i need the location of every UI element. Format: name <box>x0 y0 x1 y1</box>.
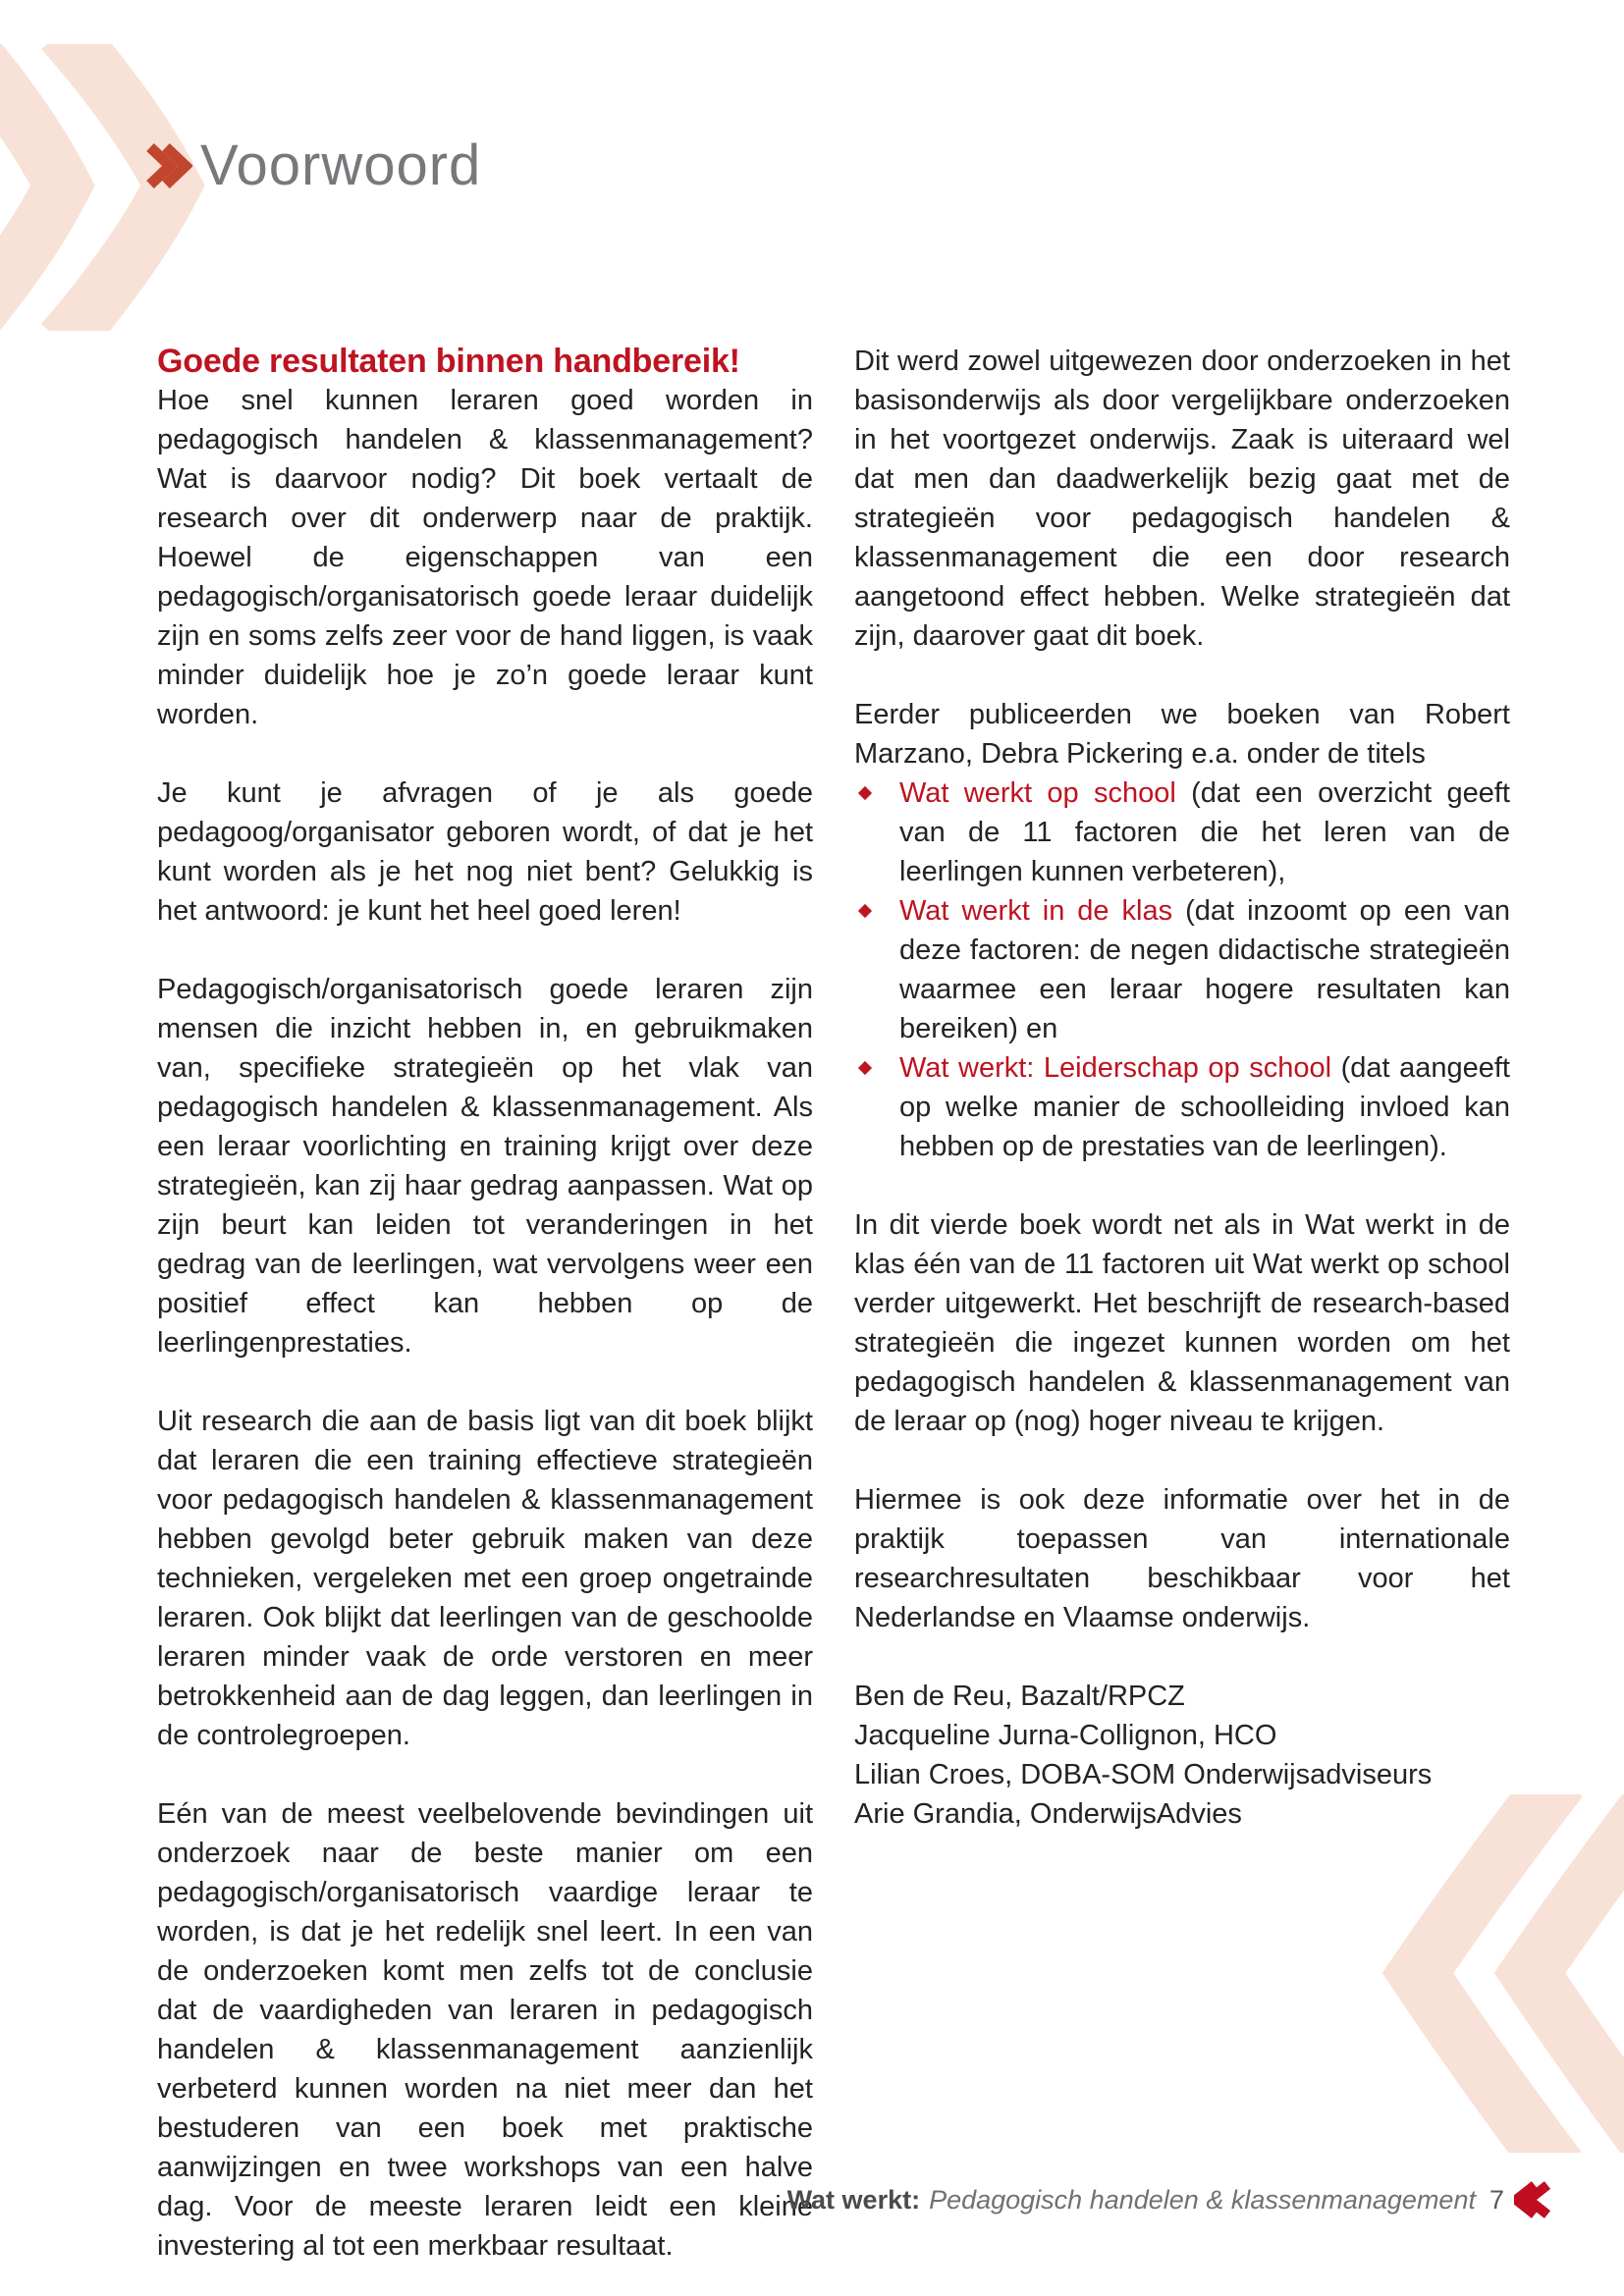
two-column-text <box>157 342 1510 2296</box>
section-heading: Goede resultaten binnen handbereik! <box>157 343 740 380</box>
book-list-intro: Eerder publiceerden we boeken van Robert Marzano, Debra Pickering e.a. onder de titels <box>854 699 1510 770</box>
paragraph: Pedagogisch/organisatorisch goede leraren zijn mensen die inzicht hebben in, en gebruikmaken van, specifieke strategieën op het vlak van pedagogisch handelen & klassenmanagement. Als een leraar voorlichting en training krijgt over deze strategieën, kan zij haar gedrag aanpassen. Wat op zijn beurt kan leiden tot veranderingen in het gedrag van de leerlingen, wat vervolgens weer een positief effect kan hebben op de leerlingenprestaties. <box>157 974 813 1359</box>
book-title: Wat werkt op school <box>899 777 1176 809</box>
list-item <box>854 1048 1510 1166</box>
double-chevron-right-icon <box>143 138 192 193</box>
book-description: (dat inzoomt op een van deze factoren: de negen didactische strategieën waarmee een leraar hogere resultaten kan bereiken) en <box>899 895 1510 1044</box>
footer-subtitle: Pedagogisch handelen & klassenmanagement <box>929 2184 1476 2215</box>
book-title: Wat werkt in de klas <box>899 895 1173 927</box>
right-column <box>854 342 1510 2296</box>
paragraph: In dit vierde boek wordt net als in Wat werkt in de klas één van de 11 factoren uit Wat werkt op school verder uitgewerkt. Het beschrijft de research-based strategieën die ingezet kunnen worden om het pedagogisch handelen & klassenmanagement van de leraar op (nog) hoger niveau te krijgen. <box>854 1209 1510 1437</box>
author-line: Lilian Croes, DOBA-SOM Onderwijsadviseurs <box>854 1759 1433 1790</box>
footer-brand: Wat werkt: <box>786 2184 921 2215</box>
paragraph: Hiermee is ook deze informatie over het in de praktijk toepassen van internationale researchresultaten beschikbaar voor het Nederlandse en Vlaamse onderwijs. <box>854 1484 1510 1633</box>
list-item <box>854 891 1510 1048</box>
page-footer <box>787 2180 1551 2219</box>
paragraph: Dit werd zowel uitgewezen door onderzoeken in het basisonderwijs als door vergelijkbare onderzoeken in het voortgezet onderwijs. Zaak is uiteraard wel dat men dan daadwerkelijk bezig gaat met de strategieën voor pedagogisch handelen & klassenmanagement die een door research aangetoond effect hebben. Welke strategieën dat zijn, daarover gaat dit boek. <box>854 346 1510 652</box>
double-chevron-left-icon <box>1514 2180 1551 2219</box>
paragraph: Je kunt je afvragen of je als goede pedagoog/organisator geboren wordt, of dat je het kunt worden als je het nog niet bent? Gelukkig is het antwoord: je kunt het heel goed leren! <box>157 777 813 927</box>
author-line: Arie Grandia, OnderwijsAdvies <box>854 1798 1242 1830</box>
page-title: Voorwoord <box>200 133 482 197</box>
book-description: (dat een overzicht geeft van de 11 factoren die het leren van de leerlingen kunnen verbeteren), <box>899 777 1510 887</box>
page-number: 7 <box>1489 2184 1504 2215</box>
left-column <box>157 342 813 2296</box>
paragraph: Hoe snel kunnen leraren goed worden in pedagogisch handelen & klassenmanagement? Wat is daarvoor nodig? Dit boek vertaalt de research over dit onderwerp naar de praktijk. Hoewel de eigenschappen van een pedagogisch/organisatorisch goede leraar duidelijk zijn en soms zelfs zeer voor de hand liggen, is vaak minder duidelijk hoe je zo’n goede leraar kunt worden. <box>157 385 813 730</box>
paragraph: Eén van de meest veelbelovende bevindingen uit onderzoek naar de beste manier om een pedagogisch/organisatorisch vaardige leraar te worden, is dat je het redelijk snel leert. In een van de onderzoeken komt men zelfs tot de conclusie dat de vaardigheden van leraren in pedagogisch handelen & klassenmanagement aanzienlijk verbeterd kunnen worden na niet meer dan het bestuderen van een boek met praktische aanwijzingen en twee workshops van een halve dag. Voor de meeste leraren leidt een kleine investering al tot een merkbaar resultaat. <box>157 1798 813 2262</box>
book-description: (dat aangeeft op welke manier de schoolleiding invloed kan hebben op de prestaties van de leerlingen). <box>899 1052 1510 1162</box>
book-title: Wat werkt: Leiderschap op school <box>899 1052 1332 1084</box>
author-line: Jacqueline Jurna-Collignon, HCO <box>854 1720 1277 1751</box>
chapter-header <box>143 133 482 197</box>
author-line: Ben de Reu, Bazalt/RPCZ <box>854 1681 1185 1712</box>
list-item <box>854 774 1510 891</box>
paragraph: Uit research die aan de basis ligt van dit boek blijkt dat leraren die een training effectieve strategieën voor pedagogisch handelen & klassenmanagement hebben gevolgd beter gebruik maken van deze technieken, vergeleken met een groep ongetrainde leraren. Ook blijkt dat leerlingen van de geschoolde leraren minder vaak de orde verstoren en meer betrokkenheid aan de dag leggen, dan leerlingen in de controlegroepen. <box>157 1406 813 1751</box>
authors <box>854 1677 1510 1834</box>
book-list <box>854 774 1510 1166</box>
